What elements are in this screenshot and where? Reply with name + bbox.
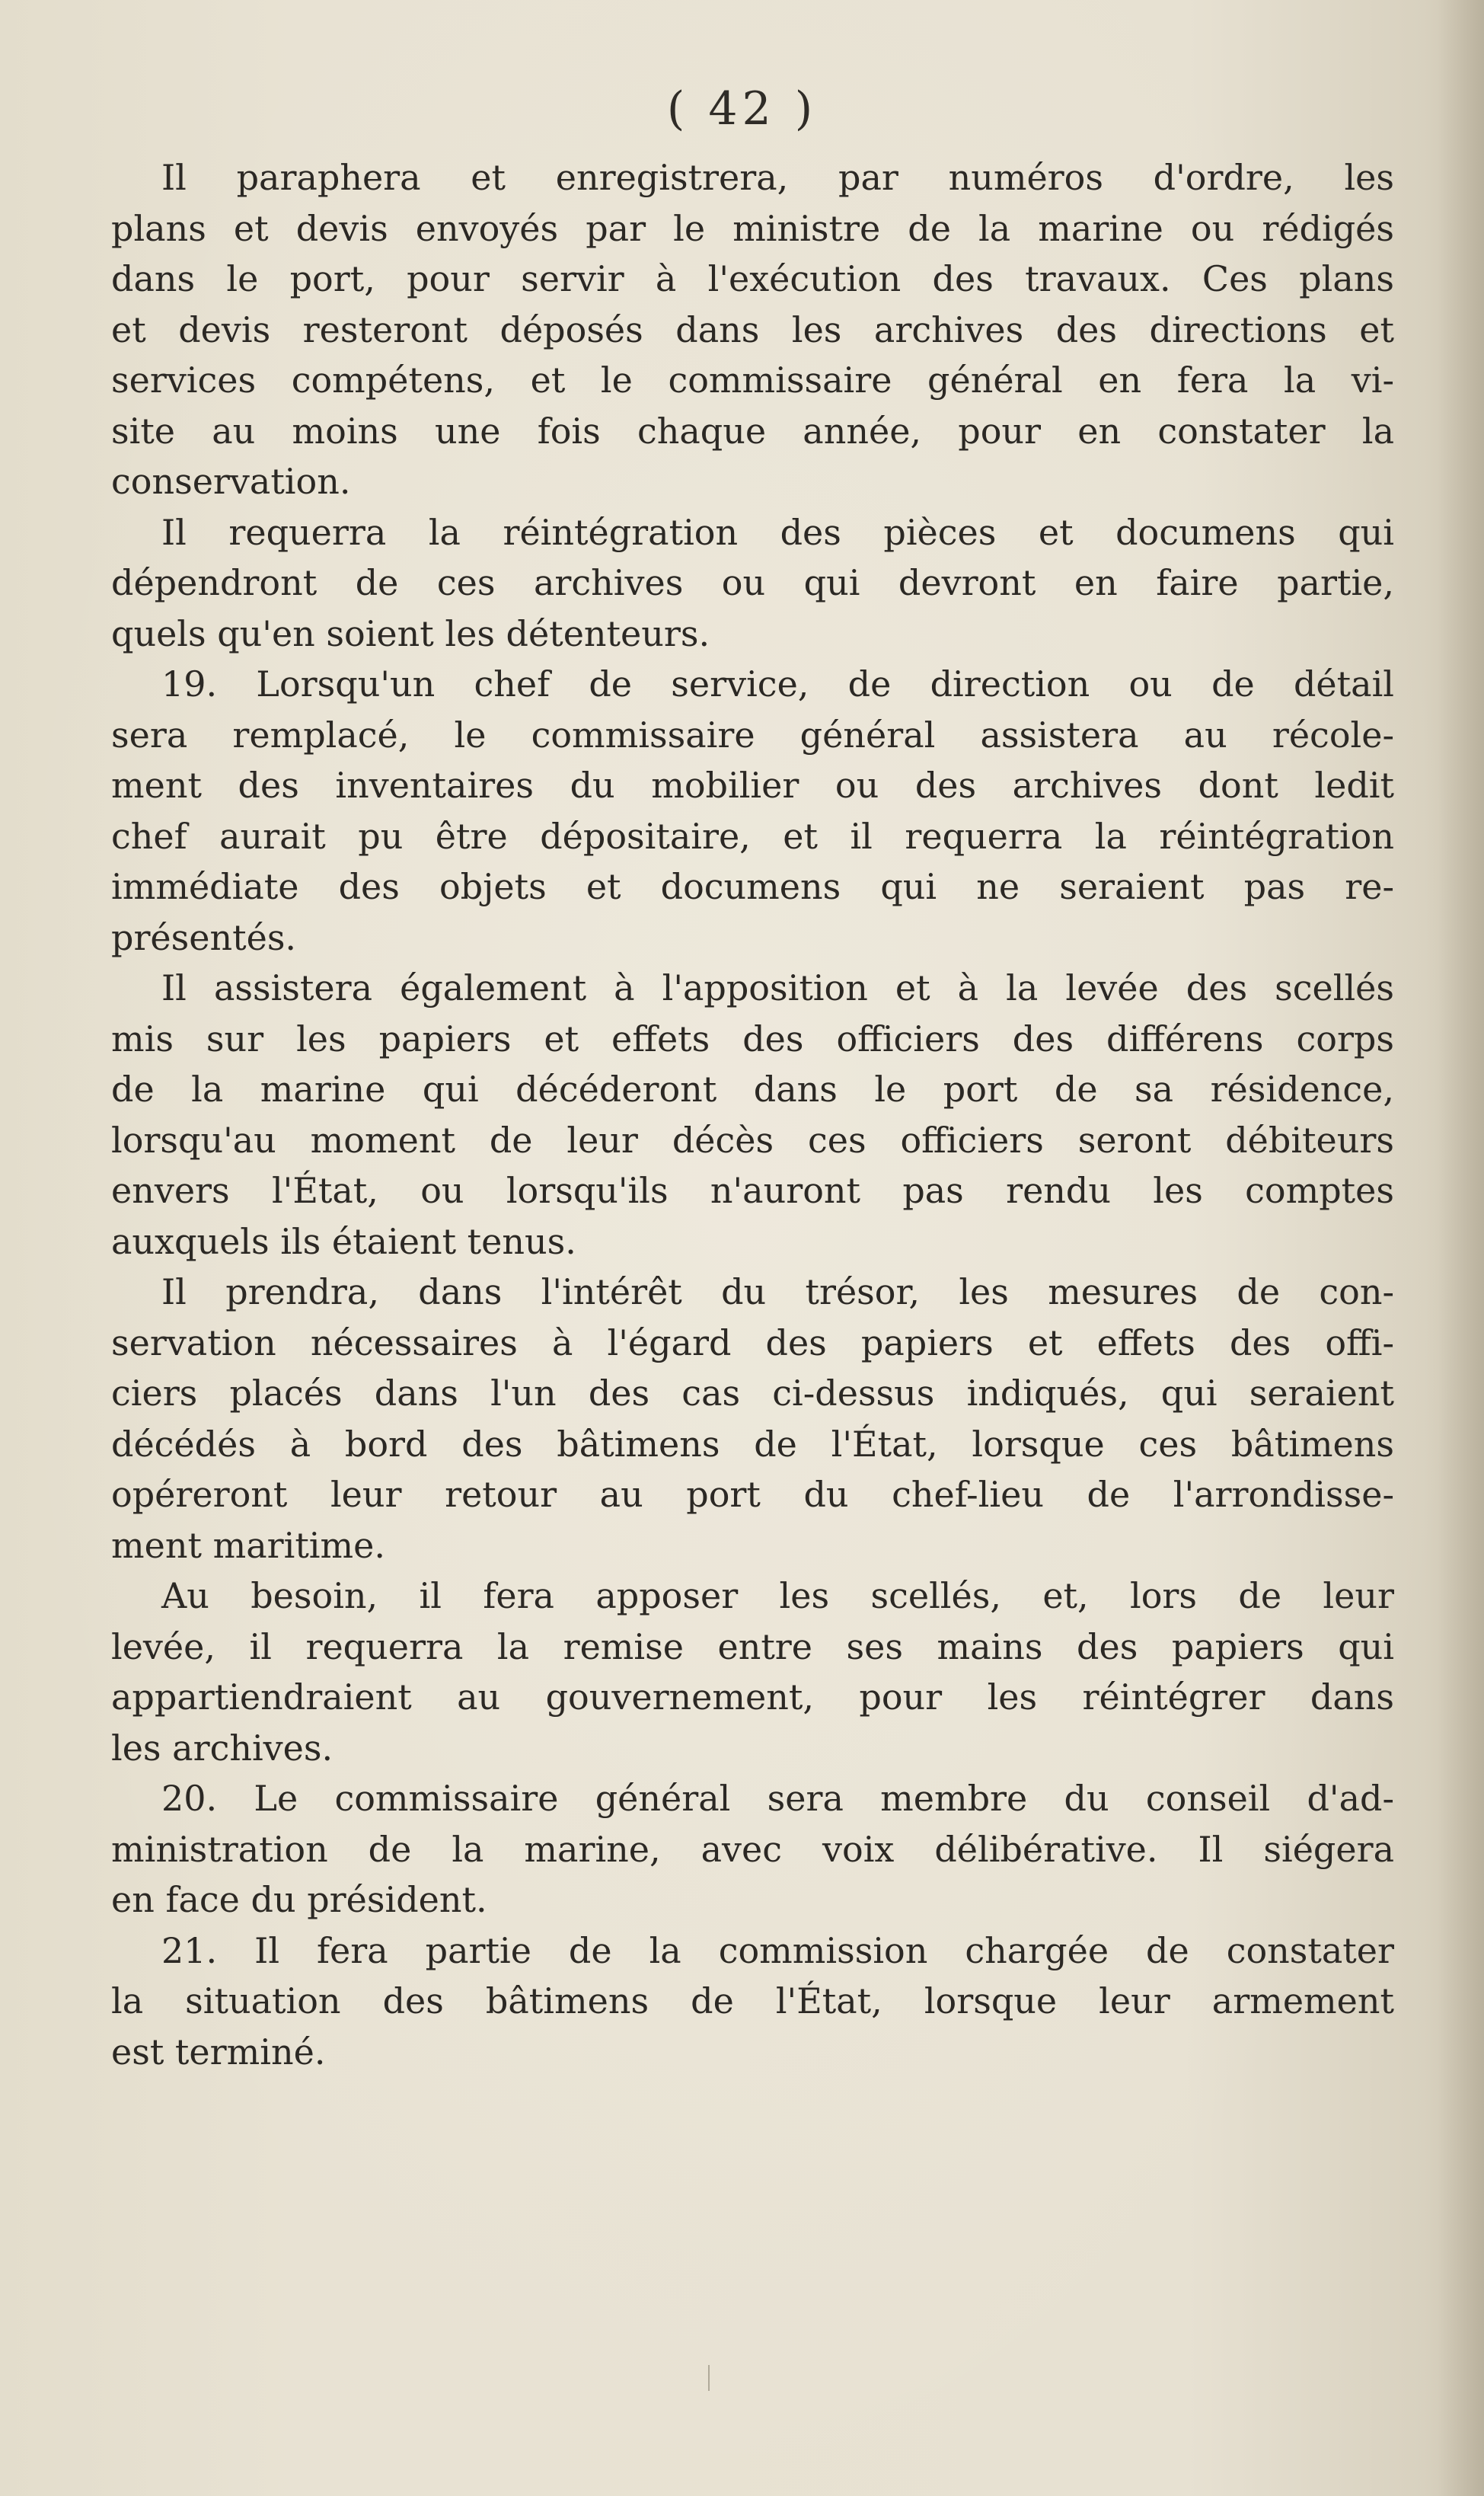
text-line: 21. Il fera partie de la commission chargée de constater [161,1929,1394,1971]
text-line: est terminé. [111,2031,326,2073]
text-line: services compétens, et le commissaire général en fera la vi- [111,360,1394,401]
paragraph [111,659,1394,963]
text-line: quels qu'en soient les détenteurs. [111,612,710,654]
paragraph [111,1773,1394,1926]
text-line: de la marine qui décéderont dans le port de sa résidence, [111,1069,1394,1110]
page-number: ( 42 ) [666,82,818,136]
text-line: ciers placés dans l'un des cas ci-dessus indiqués, qui seraient [111,1373,1394,1414]
paragraph [111,507,1394,660]
text-line: les archives. [111,1727,334,1769]
text-line: Il assistera également à l'apposition et à la levée des scellés [161,967,1394,1008]
text-line: ment maritime. [111,1524,385,1566]
text-line: Il requerra la réintégration des pièces et documens qui [161,511,1394,553]
text-line: en face du président. [111,1879,487,1920]
paragraph [111,1571,1394,1773]
text-line: mis sur les papiers et effets des officiers des différens corps [111,1018,1394,1059]
text-line: Il prendra, dans l'intérêt du trésor, les mesures de con- [161,1271,1394,1312]
text-line: site au moins une fois chaque année, pour en constater la [111,410,1394,452]
text-line: 19. Lorsqu'un chef de service, de direction ou de détail [161,663,1394,705]
ink-mark [708,2365,710,2391]
text-line: levée, il requerra la remise entre ses mains des papiers qui [111,1625,1394,1667]
text-line: immédiate des objets et documens qui ne seraient pas re- [111,866,1394,907]
paragraph [111,152,1394,507]
text-line: sera remplacé, le commissaire général assistera au récole- [111,714,1394,756]
text-line: lorsqu'au moment de leur décès ces officiers seront débiteurs [111,1119,1394,1161]
text-line: ministration de la marine, avec voix délibérative. Il siégera [111,1828,1394,1870]
text-line: Il paraphera et enregistrera, par numéros d'ordre, les [161,157,1394,198]
text-line: 20. Le commissaire général sera membre du conseil d'ad- [161,1778,1394,1819]
paragraph [111,1926,1394,2078]
text-line: opéreront leur retour au port du chef-lieu de l'arrondisse- [111,1474,1394,1515]
text-line: et devis resteront déposés dans les archives des directions et [111,308,1394,350]
paragraph [111,963,1394,1267]
text-line: envers l'État, ou lorsqu'ils n'auront pas rendu les comptes [111,1170,1394,1211]
text-line: chef aurait pu être dépositaire, et il requerra la réintégration [111,815,1394,857]
text-line: décédés à bord des bâtimens de l'État, lorsque ces bâtimens [111,1423,1394,1465]
text-line: dans le port, pour servir à l'exécution des travaux. Ces plans [111,258,1394,299]
paragraph [111,1267,1394,1571]
text-line: servation nécessaires à l'égard des papiers et effets des offi- [111,1322,1394,1363]
page-edge-shadow [1438,0,1484,2496]
body-text [111,152,1394,2077]
text-line: la situation des bâtimens de l'État, lorsque leur armement [111,1980,1394,2021]
text-line: plans et devis envoyés par le ministre de la marine ou rédigés [111,207,1394,249]
text-line: ment des inventaires du mobilier ou des archives dont ledit [111,765,1394,806]
text-line: Au besoin, il fera apposer les scellés, et, lors de leur [161,1575,1394,1616]
text-line: dépendront de ces archives ou qui devront en faire partie, [111,562,1394,603]
text-line: conservation. [111,461,351,502]
text-line: appartiendraient au gouvernement, pour les réintégrer dans [111,1676,1394,1718]
text-line: présentés. [111,916,297,958]
text-line: auxquels ils étaient tenus. [111,1220,576,1262]
